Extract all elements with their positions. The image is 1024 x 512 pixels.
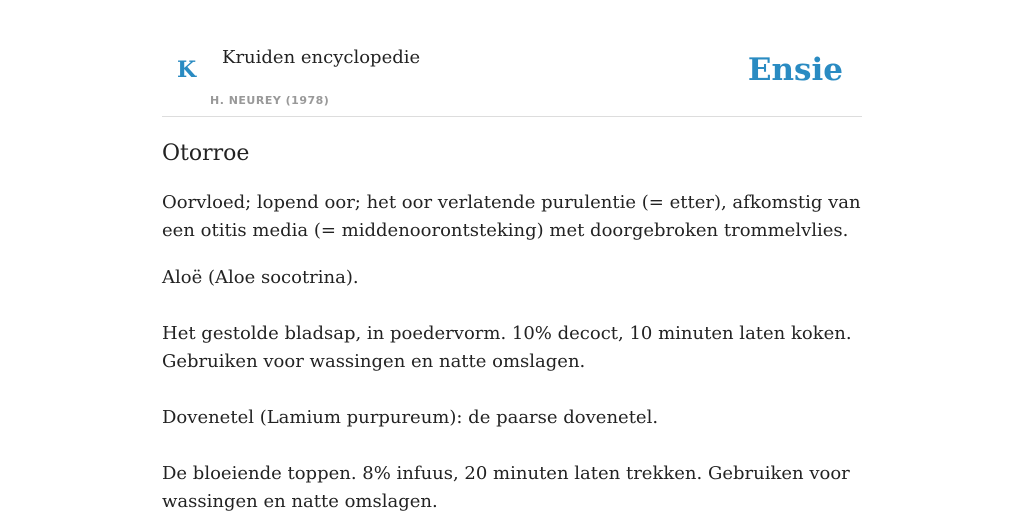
entry-paragraph: Dovenetel (Lamium purpureum): de paarse dovenetel.	[162, 407, 659, 428]
book-title-link[interactable]: Kruiden encyclopedie	[222, 47, 421, 68]
brand-logo-link[interactable]: Ensie	[747, 52, 843, 88]
entry-paragraph: De bloeiende toppen. 8% infuus, 20 minuten laten trekken. Gebruiken voor wassingen en natte omslagen.	[162, 463, 850, 512]
book-logo[interactable]: K	[177, 57, 197, 83]
entry-content	[162, 138, 862, 512]
entry-title: Otorroe	[162, 141, 250, 166]
entry-paragraph: Aloë (Aloe socotrina).	[162, 267, 359, 288]
entry-definition: Oorvloed; lopend oor; het oor verlatende purulentie (= etter), afkomstig van een otitis media (= middenoorontsteking) met doorgebroken trommelvlies.	[162, 192, 861, 241]
book-author: H. NEUREY (1978)	[210, 94, 330, 107]
entry-paragraph: Het gestolde bladsap, in poedervorm. 10% decoct, 10 minuten laten koken. Gebruiken voor wassingen en natte omslagen.	[162, 323, 852, 372]
header	[162, 0, 862, 117]
